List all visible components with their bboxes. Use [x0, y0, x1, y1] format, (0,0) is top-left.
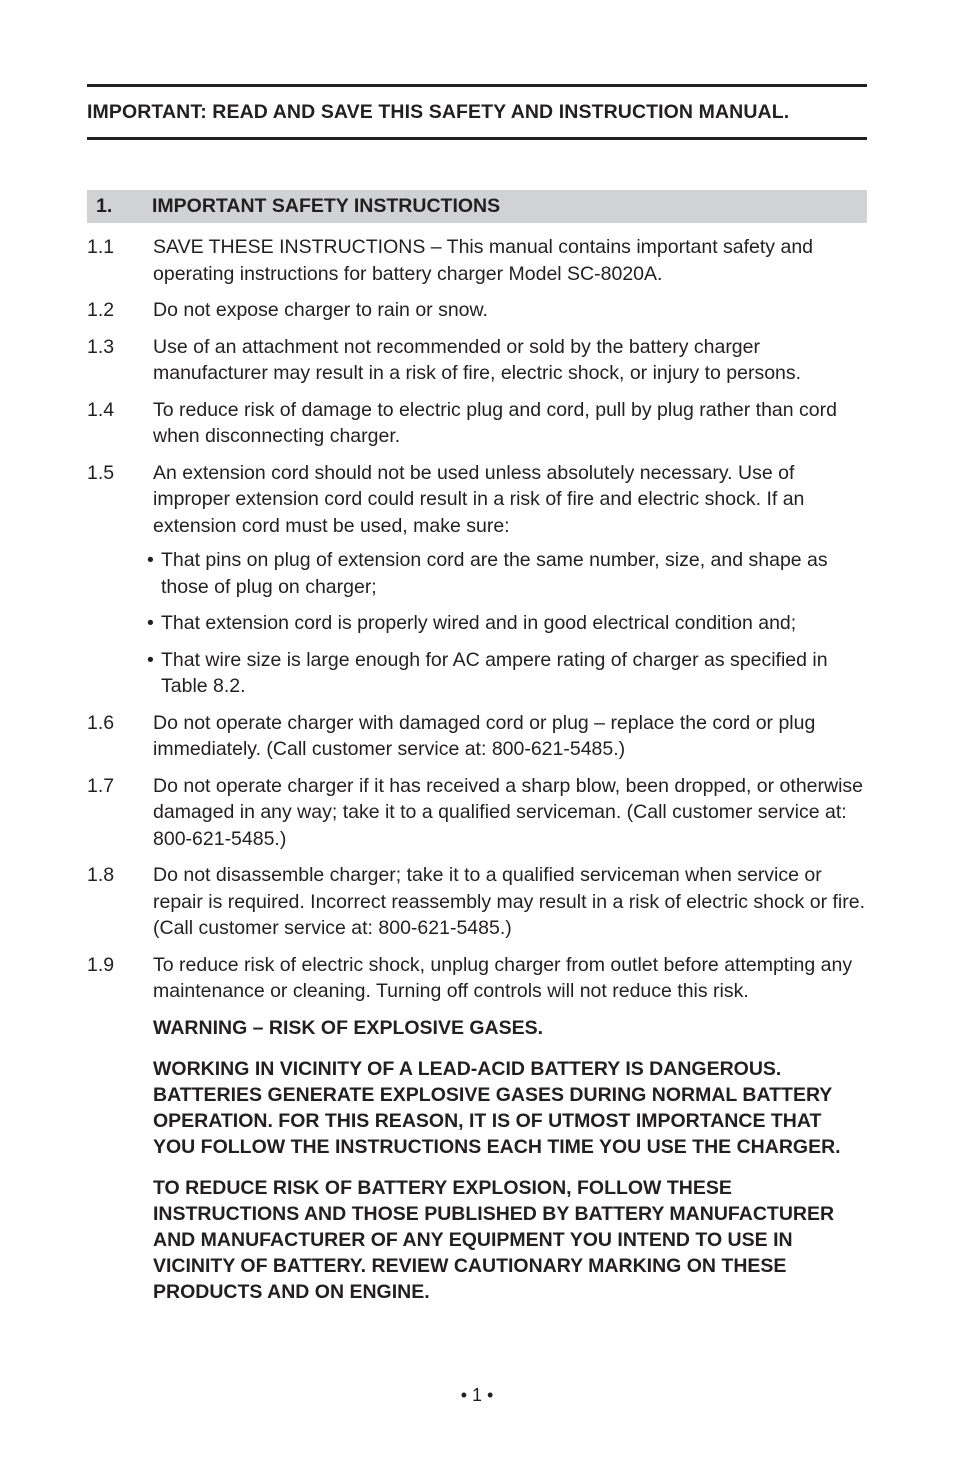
bullet-text: That wire size is large enough for AC ampere rating of charger as specified in Table 8.2. [161, 648, 828, 697]
bullet-text: That extension cord is properly wired and in good electrical condition and; [161, 612, 797, 634]
bullet-item [147, 647, 867, 700]
bullet-item [147, 610, 867, 637]
item-number: 1.4 [87, 398, 115, 421]
list-item [87, 397, 867, 450]
item-text: SAVE THESE INSTRUCTIONS – This manual contains important safety and operating instructions for battery charger Model SC-8020A. [153, 236, 814, 285]
manual-page [87, 84, 867, 1320]
item-number: 1.2 [87, 299, 115, 321]
section-title: IMPORTANT SAFETY INSTRUCTIONS [152, 195, 501, 217]
warning-paragraph: TO REDUCE RISK OF BATTERY EXPLOSION, FOLLOW THESE INSTRUCTIONS AND THOSE PUBLISHED BY BATTERY MANUFACTURER AND MANUFACTURER OF ANY EQUIPMENT YOU INTEND TO USE IN VICINITY OF BATTERY. REVIEW CAUTIONARY MARKING ON THESE PRODUCTS AND ON ENGINE. [153, 1176, 835, 1303]
warning-heading: WARNING – RISK OF EXPLOSIVE GASES. [153, 1016, 544, 1039]
banner-bottom-rule [87, 137, 867, 140]
list-item [87, 234, 867, 287]
item-text: To reduce risk of damage to electric plug and cord, pull by plug rather than cord when disconnecting charger. [153, 398, 837, 447]
bullet-glyph: • [147, 648, 154, 671]
bullet-glyph: • [147, 612, 154, 634]
section-number: 1. [96, 195, 113, 217]
warning-paragraph: WORKING IN VICINITY OF A LEAD-ACID BATTERY IS DANGEROUS. BATTERIES GENERATE EXPLOSIVE GASES DURING NORMAL BATTERY OPERATION. FOR THIS REASON, IT IS OF UTMOST IMPORTANCE THAT YOU FOLLOW THE INSTRUCTIONS EACH TIME YOU USE THE CHARGER. [153, 1057, 841, 1158]
bullet-text: That pins on plug of extension cord are the same number, size, and shape as those of plug on charger; [161, 549, 828, 598]
section-heading [87, 190, 867, 223]
item-text: Do not operate charger if it has received a sharp blow, been dropped, or otherwise damaged in any way; take it to a qualified serviceman. (Call customer service at: 800-621-5485.) [153, 774, 864, 850]
warning-block [153, 1015, 867, 1305]
bullet-glyph: • [147, 549, 154, 571]
item-number: 1.3 [87, 335, 115, 358]
item-text: Use of an attachment not recommended or sold by the battery charger manufacturer may result in a risk of fire, electric shock, or injury to persons. [153, 335, 802, 384]
page-number: • 1 • [460, 1385, 494, 1405]
list-item [87, 862, 867, 942]
extension-cord-conditions [147, 547, 867, 700]
list-item [87, 334, 867, 387]
bullet-item [147, 547, 867, 600]
item-text: Do not disassemble charger; take it to a qualified serviceman when service or repair is required. Incorrect reassembly may result in a risk of electric shock or fire. (Call customer service at: 800-621-5485.) [153, 864, 865, 939]
list-item [87, 952, 867, 1005]
list-item [87, 710, 867, 763]
list-item [87, 297, 867, 324]
item-number: 1.8 [87, 864, 115, 886]
item-text: To reduce risk of electric shock, unplug charger from outlet before attempting any maintenance or cleaning. Turning off controls will not reduce this risk. [153, 953, 853, 1002]
item-number: 1.9 [87, 953, 115, 976]
item-number: 1.6 [87, 711, 115, 734]
item-text: Do not expose charger to rain or snow. [153, 299, 488, 321]
item-text: Do not operate charger with damaged cord or plug – replace the cord or plug immediately. (Call customer service at: 800-621-5485.) [153, 711, 816, 760]
list-item [87, 773, 867, 853]
important-banner: IMPORTANT: READ AND SAVE THIS SAFETY AND INSTRUCTION MANUAL. [87, 101, 790, 123]
instruction-list [87, 234, 867, 1005]
list-item [87, 460, 867, 540]
item-number: 1.1 [87, 236, 115, 258]
item-number: 1.5 [87, 461, 115, 484]
item-number: 1.7 [87, 774, 115, 797]
item-text: An extension cord should not be used unless absolutely necessary. Use of improper extension cord could result in a risk of fire and electric shock. If an extension cord must be used, make sure: [153, 461, 805, 537]
